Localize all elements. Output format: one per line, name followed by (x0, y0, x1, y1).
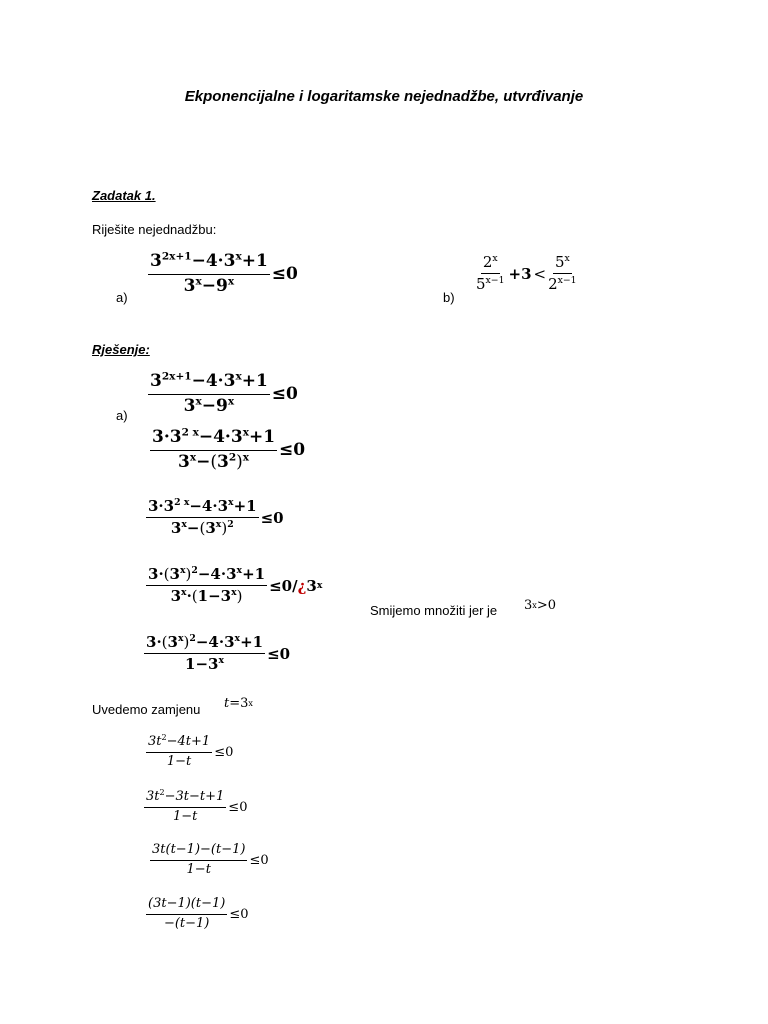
task-heading: Zadatak 1. (92, 188, 156, 203)
solution-step-1: $\frac{3^{2x+1}-4\cdot 3^x+1}{3^x-9^x}$ ≤0 (150, 370, 298, 416)
solution-step-4: $\frac{3\cdot(3^x)^2-4\cdot 3^x+1}{3^x\cdot(1-3^x)}$ ≤0 / ¿ 3 x (148, 565, 323, 606)
substitution-expression: t= 3 x (224, 696, 253, 711)
solution-note-condition: 3 x >0 (524, 598, 556, 613)
task-a-inequality (148, 252, 298, 296)
task-a-rhs: ≤0 (271, 264, 298, 285)
t-step-4: $\frac{(3t-1)(t-1)}{-(t-1)}$ ≤0 (148, 896, 249, 931)
task-label-b: b) (443, 290, 455, 305)
solution-step-2: $\frac{3\cdot 3^{2 x}-4\cdot 3^x+1}{3^x-(3^2)^x}$ ≤0 (152, 426, 306, 472)
task-b-plus: +3 (508, 264, 532, 283)
page-title: Ekponencijalne i logaritamske nejednadžbe, utvrđivanje (184, 88, 584, 105)
task-b-fraction-left: $\frac{2^x}{5^{x-1}}$ (476, 253, 505, 294)
task-instruction: Riješite nejednadžbu: (92, 222, 217, 237)
task-b-fraction-right: $\frac{5^x}{2^{x-1}}$ (548, 253, 577, 294)
task-label-a: a) (116, 290, 128, 305)
solution-note: Smijemo množiti jer je (370, 603, 498, 618)
substitution-label: Uvedemo zamjenu (92, 702, 201, 717)
t-step-1: $\frac{3t^2-4t+1}{1-t}$ ≤0 (148, 733, 234, 769)
task-b-inequality (474, 254, 579, 294)
solution-heading: Rješenje: (92, 342, 150, 357)
t-step-2: $\frac{3t^2-3t-t+1}{1-t}$ ≤0 (146, 788, 248, 824)
solution-step-3: $\frac{3\cdot 3^{2 x}-4\cdot 3^x+1}{3^x-(3^x)^2}$ ≤0 (148, 497, 284, 538)
solution-step-5: $\frac{3\cdot(3^x)^2-4\cdot 3^x+1}{1-3^x}$ ≤0 (146, 633, 291, 674)
task-a-fraction (148, 252, 270, 296)
task-a-denominator: $3^x-9^x$ (183, 275, 235, 296)
task-a-numerator: $3^{2x+1}-4\cdot 3^x+1$ (148, 252, 270, 275)
solution-label-a: a) (116, 408, 128, 423)
t-step-3: $\frac{3t(t-1)-(t-1)}{1-t}$ ≤0 (152, 842, 269, 877)
mult-marker: ¿ (297, 576, 307, 595)
task-b-lt: < (533, 264, 547, 283)
